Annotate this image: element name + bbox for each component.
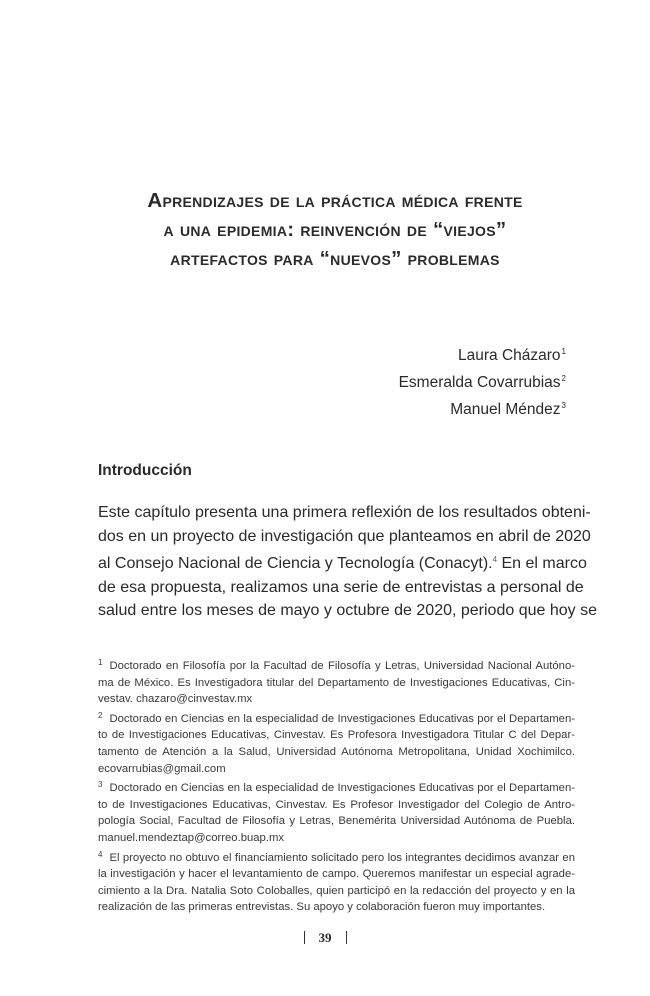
body-paragraph [98,501,597,623]
footnote-number: 3 [98,780,103,790]
footnote [98,655,575,708]
footnote [98,777,575,846]
body-line-text: En el marco [497,555,587,572]
footnote-line [98,777,575,797]
body-line-text: al Consejo Nacional de Ciencia y Tecnología (Conacyt). [98,555,493,572]
divider [346,931,347,944]
footnote-ref: 3 [561,401,566,410]
footnote-line: cimiento a la Dra. Natalia Soto Coloballes, quien participó en la redacción del proyecto y en la [98,884,575,897]
footnote-text: Doctorado en Ciencias en la especialidad de Investigaciones Educativas por el Departamen- [109,712,575,725]
footnote-number: 1 [98,658,103,667]
body-line: dos en un proyecto de investigación que planteamos en abril de 2020 [98,527,591,545]
footnote [98,708,575,777]
page-number-value: 39 [318,930,332,945]
author-name: Manuel Méndez [450,401,561,418]
body-line: salud entre los meses de mayo y octubre de 2020, periodo que hoy se [98,602,597,619]
footnotes [98,655,575,916]
author-name: Laura Cházaro [458,347,561,364]
body-line [98,548,587,576]
body-line: de esa propuesta, realizamos una serie de entrevistas a personal de [98,578,584,596]
footnote-line: pología Social, Facultad de Filosofía y Letras, Benemérita Universidad Autónoma de Puebla. [98,815,575,828]
author-name: Esmeralda Covarrubias [398,374,561,391]
footnote [98,847,575,916]
footnote-line [98,708,575,728]
footnote-line: manuel.mendeztap@correo.buap.mx [98,831,285,844]
title-line: artefactos para “nuevos” problemas [170,247,500,270]
footnote-line: tamento de Atención a la Salud, Universidad Autónoma Metropolitana, Unidad Xochimilco. [98,745,575,758]
footnote-line: to de Investigaciones Educativas, Cinvestav. Es Profesora Investigadora Titular C del Depar- [98,729,575,742]
footnote-line: to de Investigaciones Educativas, Cinvestav. Es Profesor Investigador del Colegio de Antro- [98,798,575,811]
footnote-line: realización de las primeras entrevistas. Su apoyo y colaboración fueron muy importantes. [98,901,546,914]
author [399,340,566,367]
chapter-title [100,186,570,273]
author-list [399,340,566,421]
footnote-text: Doctorado en Filosofía por la Facultad de Filosofía y Letras, Universidad Nacional Autóno- [109,660,575,672]
footnote-line: vestav. chazaro@cinvestav.mx [98,693,253,706]
section-heading: Introducción [98,462,192,479]
footnote-line [98,847,575,867]
body-line: Este capítulo presenta una primera reflexión de los resultados obteni- [98,504,591,521]
footnote-line [98,655,575,675]
footnote-line: ecovarrubias@gmail.com [98,762,226,775]
footnote-ref: 4 [492,555,498,564]
footnote-ref: 2 [561,374,566,383]
footnote-line: la investigación y hacer el levantamiento de campo. Queremos manifestar un especial agrade- [98,868,575,881]
footnote-ref: 1 [561,347,566,356]
divider [304,931,305,944]
footnote-text: Doctorado en Ciencias en la especialidad de Investigaciones Educativas por el Departamen- [109,782,575,795]
footnote-number: 4 [98,849,103,859]
page-number [0,930,650,946]
title-line: a una epidemia: reinvención de “viejos” [163,218,507,241]
footnote-line: ma de México. Es Investigadora titular del Departamento de Investigaciones Educativas, Cin- [98,676,575,689]
author [399,394,566,421]
footnote-text: El proyecto no obtuvo el financiamiento solicitado pero los integrantes decidimos avanzar en [109,851,575,864]
author [399,367,566,394]
footnote-number: 2 [98,710,103,720]
title-line: Aprendizajes de la práctica médica frente [147,189,523,212]
